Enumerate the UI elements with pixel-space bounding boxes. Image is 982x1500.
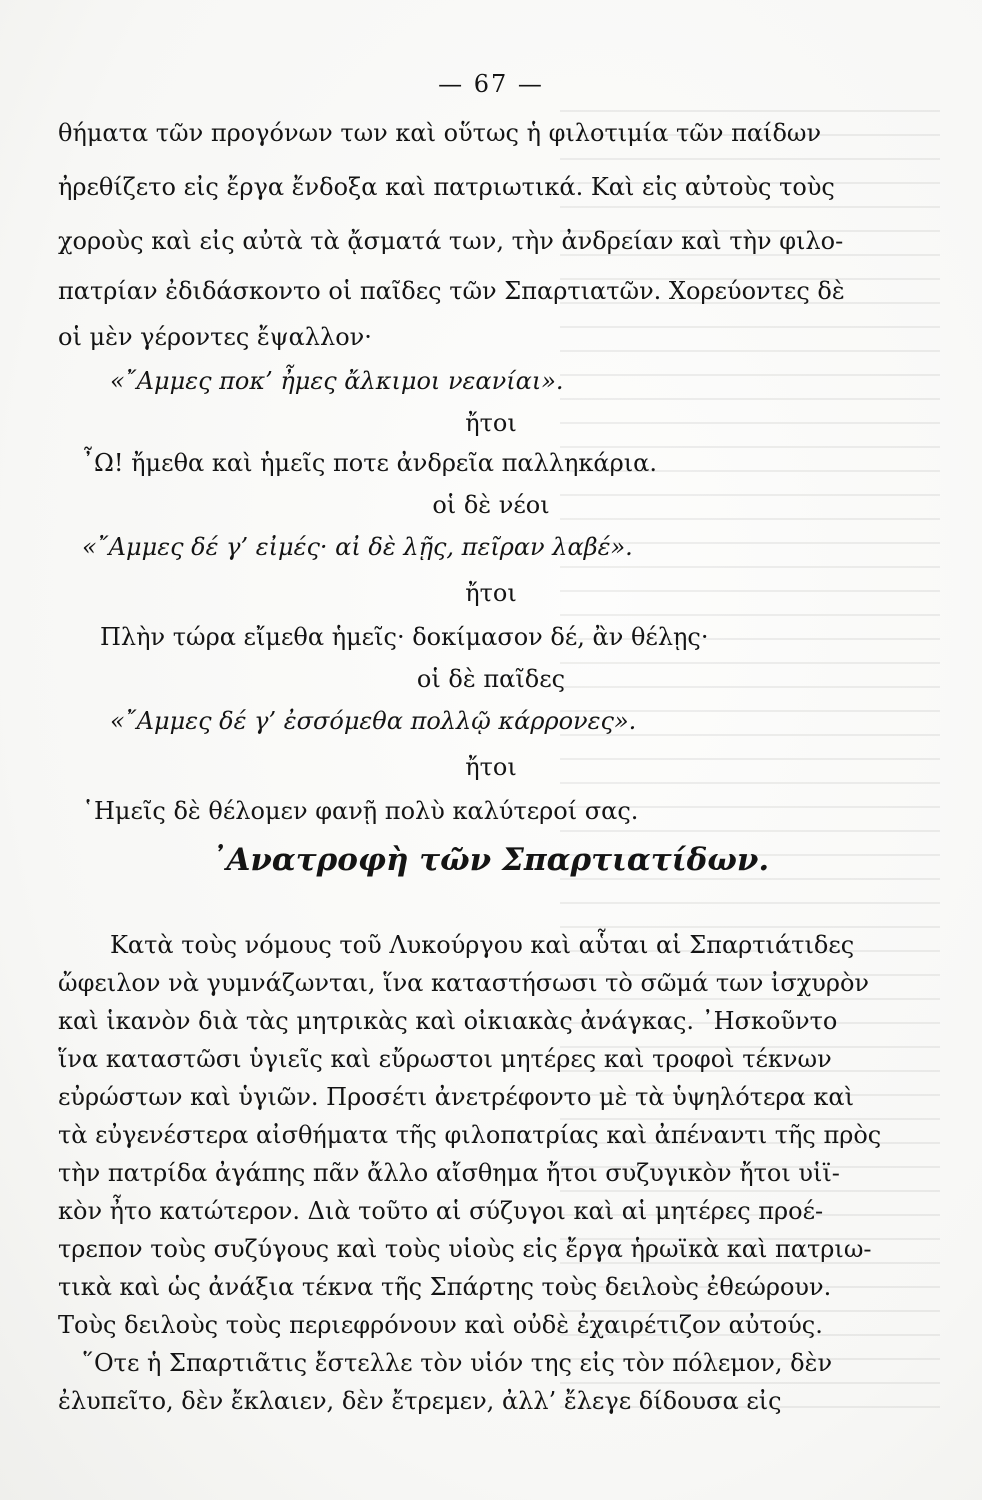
section-heading: ᾿Ανατροφὴ τῶν Σπαρτιατίδων. <box>210 842 770 878</box>
text-line: τὰ εὐγενέστερα αἰσθήματα τῆς φιλοπατρίας καὶ ἀπέναντι τῆς πρὸς <box>58 1121 882 1149</box>
text-line: πατρίαν ἐδιδάσκοντο οἱ παῖδες τῶν Σπαρτιατῶν. Χορεύοντες δὲ <box>58 277 845 305</box>
text-line: θήματα τῶν προγόνων των καὶ οὕτως ἡ φιλοτιμία τῶν παίδων <box>58 119 822 147</box>
translation-marker: ἤτοι <box>465 579 517 607</box>
text-line: καὶ ἱκανὸν διὰ τὰς μητρικὰς καὶ οἰκιακὰς ἀνάγκας. ᾿Ησκοῦντο <box>58 1007 838 1035</box>
verse-quote: «῎Αμμες ποκ’ ἦμες ἄλκιμοι νεανίαι». <box>110 367 564 395</box>
speaker-intro: οἱ δὲ νέοι <box>432 491 550 519</box>
text-line: κὸν ἦτο κατώτερον. Διὰ τοῦτο αἱ σύζυγοι καὶ αἱ μητέρες προέ- <box>58 1197 824 1225</box>
speaker-intro: οἱ δὲ παῖδες <box>416 665 566 693</box>
translation-line: ῾Ημεῖς δὲ θέλομεν φανῇ πολὺ καλύτεροί σας. <box>82 797 639 825</box>
translation-marker: ἤτοι <box>465 753 517 781</box>
text-line: ἐλυπεῖτο, δὲν ἔκλαιεν, δὲν ἔτρεμεν, ἀλλ’ ἔλεγε δίδουσα εἰς <box>58 1387 782 1415</box>
text-line: οἱ μὲν γέροντες ἔψαλλον· <box>58 323 372 351</box>
text-line: τὴν πατρίδα ἀγάπης πᾶν ἄλλο αἴσθημα ἤτοι συζυγικὸν ἤτοι υἱϊ- <box>58 1159 840 1187</box>
text-line: τικὰ καὶ ὡς ἀνάξια τέκνα τῆς Σπάρτης τοὺς δειλοὺς ἐθεώρουν. <box>58 1273 832 1301</box>
text-line: Τοὺς δειλοὺς τοὺς περιεφρόνουν καὶ οὐδὲ ἐχαιρέτιζον αὐτούς. <box>58 1311 823 1339</box>
text-line: χοροὺς καὶ εἰς αὐτὰ τὰ ᾄσματά των, τὴν ἀνδρείαν καὶ τὴν φιλο- <box>58 227 844 255</box>
text-line: ἠρεθίζετο εἰς ἔργα ἔνδοξα καὶ πατριωτικά. Καὶ εἰς αὐτοὺς τοὺς <box>58 173 835 201</box>
page-number: — 67 — <box>438 70 544 98</box>
text-line: ῞Οτε ἡ Σπαρτιᾶτις ἔστελλε τὸν υἱόν της εἰς τὸν πόλεμον, δὲν <box>82 1349 833 1377</box>
text-line: ἵνα καταστῶσι ὑγιεῖς καὶ εὔρωστοι μητέρες καὶ τροφοὶ τέκνων <box>58 1045 832 1073</box>
verse-quote: «῎Αμμες δέ γ’ ἐσσόμεθα πολλῷ κάρρονες». <box>110 707 637 735</box>
translation-line: ῏Ω! ἤμεθα καὶ ἡμεῖς ποτε ἀνδρεῖα παλληκάρια. <box>82 449 657 477</box>
text-line: τρεπον τοὺς συζύγους καὶ τοὺς υἱοὺς εἰς ἔργα ἡρωϊκὰ καὶ πατριω- <box>58 1235 872 1263</box>
text-line: Κατὰ τοὺς νόμους τοῦ Λυκούργου καὶ αὗται αἱ Σπαρτιάτιδες <box>110 931 855 959</box>
text-line: εὐρώστων καὶ ὑγιῶν. Προσέτι ἀνετρέφοντο μὲ τὰ ὑψηλότερα καὶ <box>58 1083 854 1111</box>
text-line: ὤφειλον νὰ γυμνάζωνται, ἵνα καταστήσωσι τὸ σῶμά των ἰσχυρὸν <box>58 969 869 997</box>
verse-quote: «῎Αμμες δέ γ’ εἰμές· αἰ δὲ λῇς, πεῖραν λαβέ». <box>82 533 633 561</box>
translation-marker: ἤτοι <box>465 409 517 437</box>
translation-line: Πλὴν τώρα εἴμεθα ἡμεῖς· δοκίμασον δέ, ἂν θέλῃς· <box>100 623 709 651</box>
